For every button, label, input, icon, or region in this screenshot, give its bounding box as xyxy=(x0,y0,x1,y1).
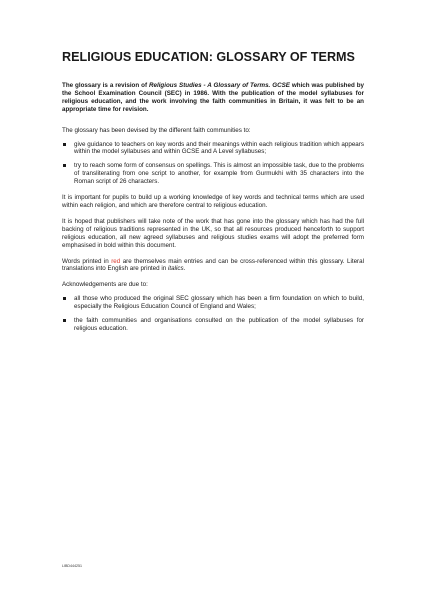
square-bullet-icon xyxy=(63,143,66,146)
important-paragraph: It is important for pupils to build up a working knowledge of key words and technical terms which are used within each religion, and which are therefore central to religious education. xyxy=(62,194,364,209)
intro-source-title: Religious Studies - A Glossary of Terms. GCSE xyxy=(148,82,290,89)
ack-text: the faith communities and organisations consulted on the publication of the model syllabuses for religious education. xyxy=(74,317,364,332)
acknowledgements-lead: Acknowledgements are due to: xyxy=(62,281,148,289)
words-text-end: . xyxy=(183,265,186,273)
intro-paragraph xyxy=(62,82,364,114)
square-bullet-icon xyxy=(63,164,66,167)
red-word: red xyxy=(111,257,121,265)
square-bullet-icon xyxy=(63,297,66,300)
page-title: RELIGIOUS EDUCATION: GLOSSARY OF TERMS xyxy=(62,50,355,64)
aims-list xyxy=(62,141,364,187)
words-paragraph xyxy=(62,258,364,274)
ack-text: all those who produced the original SEC glossary which has been a firm foundation on which to build, especially the Religious Education Council of England and Wales; xyxy=(74,295,364,311)
aim-text: give guidance to teachers on key words and their meanings within each religious tradition which appears within the model syllabuses and within GCSE and A Level syllabuses; xyxy=(74,140,364,156)
square-bullet-icon xyxy=(63,319,66,322)
list-item xyxy=(62,317,364,333)
document-page xyxy=(62,50,364,341)
list-item xyxy=(62,162,364,186)
acknowledgements-list xyxy=(62,295,364,333)
devised-paragraph: The glossary has been devised by the different faith communities to: xyxy=(62,126,251,134)
intro-text-start: The glossary is a revision of xyxy=(62,82,149,89)
hoped-paragraph: It is hoped that publishers will take note of the work that has gone into the glossary which has had the full backing of religious traditions represented in the UK, so that all resources produced henceforth to support religious education, all new agreed syllabuses and religious studies exams will adopt the preferred form emphasised in bold within this document. xyxy=(62,217,364,249)
italics-word: italics xyxy=(167,265,184,273)
aim-text: try to reach some form of consensus on spellings. This is almost an impossible task, due to the problems of transliterating from one script to another, for example from Gurmukhi with 35 characters into the Roman script of 26 characters. xyxy=(74,162,364,186)
intro-text-end: which was published by the School Examination Council (SEC) in 1986. With the publication of the model syllabuses for religious education, and the work involving the faith communities in Britain, it was felt to be an appropriate time for revision. xyxy=(62,82,365,113)
words-text-middle: are themselves main entries and can be cross-referenced within this glossary. Literal translations into English are printed in xyxy=(62,257,364,273)
document-code: LIBD444251 xyxy=(62,564,82,568)
words-text-start: Words printed in xyxy=(62,257,112,265)
list-item xyxy=(62,295,364,311)
list-item xyxy=(62,141,364,157)
